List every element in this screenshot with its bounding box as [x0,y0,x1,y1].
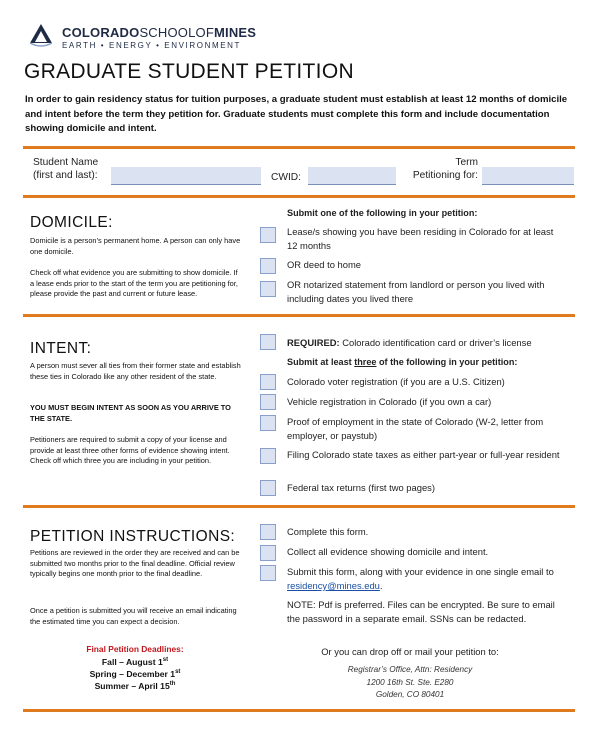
intent-warning: YOU MUST BEGIN INTENT AS SOON AS YOU ARRIVE TO THE STATE. [30,403,231,423]
mines-logo-tagline: EARTH • ENERGY • ENVIRONMENT [62,41,242,50]
student-name-label: Student Name (first and last): [33,157,99,181]
step-submit-checkbox[interactable] [260,565,276,581]
section-divider [23,195,575,198]
step-submit-label: Submit this form, along with your evidence in one single email to residency@mines.edu. [287,566,554,591]
term-label: Term Petitioning for: [412,157,478,181]
domicile-instructions: Check off what evidence you are submitting to show domicile. If a lease ends prior to the start of the term you are petitioning for, please provide the past and current or future lease. [30,268,238,299]
domicile-lease-checkbox[interactable] [260,227,276,243]
page-title: GRADUATE STUDENT PETITION [24,60,354,83]
intent-taxes-checkbox[interactable] [260,448,276,464]
intent-vehicle-label: Vehicle registration in Colorado (if you own a car) [287,396,492,407]
deadline-summer: Summer – April 15th [94,681,176,691]
mines-logo-mark [28,22,54,48]
section-divider [23,146,575,149]
instructions-heading: PETITION INSTRUCTIONS: [30,528,236,545]
residency-email-link[interactable]: residency@mines.edu [287,580,380,591]
intent-taxes-label: Filing Colorado state taxes as either part-year or full-year resident [287,449,560,460]
domicile-heading: DOMICILE: [30,214,113,231]
domicile-deed-checkbox[interactable] [260,258,276,274]
section-divider [23,314,575,317]
intent-prompt: Submit at least three of the following in your petition: [287,357,518,367]
step-complete-form-checkbox[interactable] [260,524,276,540]
intent-id-checkbox[interactable] [260,334,276,350]
intent-definition: A person must sever all ties from their former state and establish these ties in Colorado like any other resident of the state. [30,361,241,381]
mailing-address: Registrar’s Office, Attn: Residency 1200 16th St. Ste. E280 Golden, CO 80401 [347,665,473,699]
domicile-deed-label: OR deed to home [287,259,362,270]
cwid-label: CWID: [271,172,301,183]
cwid-field[interactable] [308,167,396,185]
dropoff-text: Or you can drop off or mail your petition to: [321,646,499,657]
intent-heading: INTENT: [30,340,92,357]
section-divider [23,709,575,712]
term-field[interactable] [482,167,574,185]
review-info: Petitions are reviewed in the order they are received and can be submitted two months prior to the final deadline. Official review typically begins one month prior to the final deadline. [30,548,240,579]
intent-employment-label: Proof of employment in the state of Colorado (W-2, letter from employer, or paystub) [287,416,544,441]
deadline-fall: Fall – August 1st [101,657,169,667]
domicile-notarized-label: OR notarized statement from landlord or person you lived with including dates you lived there [287,279,545,304]
intent-federal-checkbox[interactable] [260,480,276,496]
intent-voter-label: Colorado voter registration (if you are a U.S. Citizen) [287,376,505,387]
mines-logo-wordmark: COLORADOSCHOOLOFMINES [62,25,257,40]
domicile-notarized-checkbox[interactable] [260,281,276,297]
step-collect-evidence-checkbox[interactable] [260,545,276,561]
intent-employment-checkbox[interactable] [260,415,276,431]
domicile-definition: Domicile is a person’s permanent home. A person can only have one domicile. [30,236,241,256]
domicile-lease-label: Lease/s showing you have been residing in Colorado for at least 12 months [287,226,554,251]
intent-vehicle-checkbox[interactable] [260,394,276,410]
section-divider [23,505,575,508]
step-collect-evidence-label: Collect all evidence showing domicile and intent. [287,546,489,557]
submission-note: NOTE: Pdf is preferred. Files can be encrypted. Be sure to email the password in a separate email. SSNs can be redacted. [287,599,555,624]
intro-text: In order to gain residency status for tuition purposes, a graduate student must establish at least 12 months of domicile and intent before the term they petition for. Graduate students must complete this form and include documentation showing domicile and intent. [25,94,568,134]
deadlines-heading: Final Petition Deadlines: [86,644,184,654]
intent-voter-checkbox[interactable] [260,374,276,390]
intent-required-label: REQUIRED: Colorado identification card or driver’s license [287,337,532,348]
intent-instructions: Petitioners are required to submit a copy of your license and provide at least three other forms of evidence showing intent. Check off which three you are including in your petition. [30,435,230,466]
domicile-prompt: Submit one of the following in your petition: [287,208,478,218]
step-complete-form-label: Complete this form. [287,526,369,537]
student-name-field[interactable] [111,167,261,185]
intent-federal-label: Federal tax returns (first two pages) [287,482,435,493]
decision-info: Once a petition is submitted you will receive an email indicating the estimated time you can expect a decision. [30,606,237,626]
deadline-spring: Spring – December 1st [89,669,181,679]
